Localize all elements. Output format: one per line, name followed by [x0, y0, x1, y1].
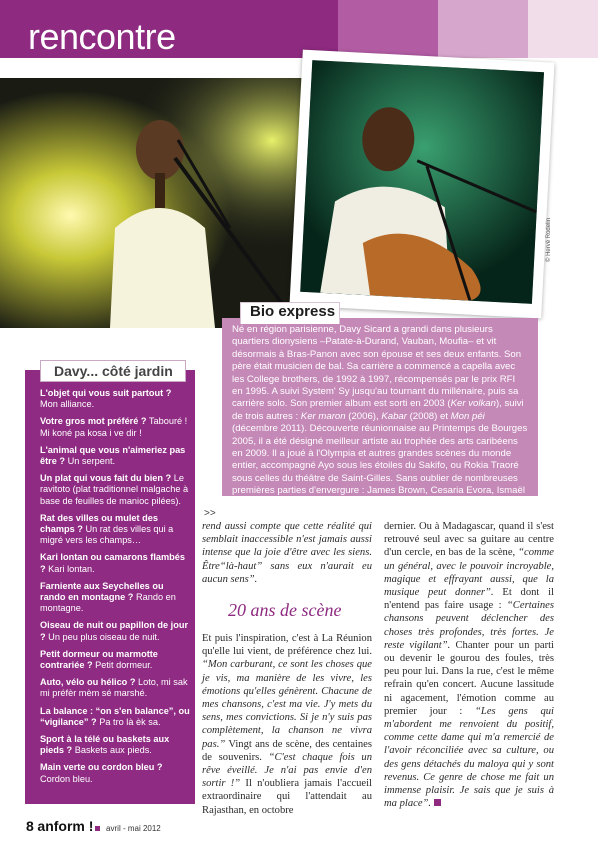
article-column-1-bottom — [202, 632, 372, 817]
concert-photo-left-illustration — [0, 78, 320, 328]
continuation-marker: >> — [204, 508, 216, 519]
col1-bottom-run: “Mon carburant, ce sont les choses que je vis, ma manière de les vivre, les émotions qu'elles génèrent. Chacune de mes chansons, c'est ma vie. J'y mets du sens, mes convictions. Si je n'y suis pas complètement, la chanson ne vivra pas.” — [202, 659, 372, 750]
bio-text-run: Né en région parisienne, Davy Sicard a grandi dans plusieurs quartiers dionysiens –Patate-à-Durand, Vauban, Moufia– et vit désormais à Bras-Panon avec son épouse et ses deux enfants. Son père était musicien de bal. Sa carrière a commencé a capella avec les College brothers, de 1992 à 1997, récompensés par le prix RFI en 1995. A suivi System' Sy jusqu'au tournant du millénaire, puis sa carrière solo. Son premier album est sorti en 2003 ( — [232, 324, 522, 410]
concert-photo-right — [300, 60, 544, 304]
qa-item — [40, 388, 190, 410]
article-subhead: 20 ans de scène — [228, 600, 342, 620]
photo-credit: © Hervé Rodelin — [546, 217, 552, 262]
col2-run: “Certaines chansons peuvent déclencher des choses très profondes, très fortes. Je reste vigilant”. — [384, 600, 554, 651]
bio-express-box — [222, 318, 538, 509]
bio-text-run: Kabar — [381, 410, 407, 422]
qa-question: Sport à la télé ou baskets aux pieds ? — [40, 734, 170, 756]
bio-text-run: Mon péi — [450, 410, 485, 422]
qa-answer: Petit dormeur. — [92, 660, 153, 671]
bio-text-run: (2008) et — [406, 410, 451, 422]
bio-text-run: Ker volkan — [450, 398, 496, 410]
qa-item — [40, 513, 190, 547]
qa-item — [40, 552, 190, 574]
qa-answer: Baskets aux pieds. — [72, 745, 152, 756]
sidebar-title: Davy... côté jardin — [54, 363, 173, 379]
qa-question: Petit dormeur ou marmotte contrariée ? — [40, 648, 158, 671]
qa-question: L'objet qui vous suit partout ? — [40, 388, 172, 398]
bio-text-run: (2006), — [345, 410, 382, 422]
qa-item — [40, 416, 190, 438]
col2-run: dernier. Ou à Madagascar, quand il s'est retrouvé seul avec sa guitare au centre d'un cercle, en bas de la scène, — [384, 521, 554, 559]
qa-answer: Cordon bleu. — [40, 773, 93, 784]
concert-photo-right-illustration — [300, 60, 544, 304]
section-title: rencontre — [28, 16, 176, 57]
qa-answer: Mon alliance. — [40, 399, 95, 410]
qa-question: La balance : “on s'en balance”, ou “vigilance” ? — [40, 705, 190, 727]
bio-express-title: Bio express — [250, 303, 336, 320]
col2-run: “Les gens qui m'abordent me renvoient du positif, comme cette dame qui m'a remercié de l'avoir réconciliée avec sa culture, ou des gens détachés du maloya qui y sont revenus. Ce genre de chose me fait un immense plaisir. Je sais que je suis à ma place”. — [384, 705, 554, 810]
qa-item — [40, 706, 190, 728]
qa-item — [40, 473, 190, 507]
brand-square-icon — [95, 826, 100, 831]
qa-question: L'animal que vous n'aimeriez pas être ? — [40, 444, 186, 467]
qa-question: Main verte ou cordon bleu ? — [40, 762, 163, 773]
col1-bottom-run: Et puis l'inspiration, c'est à La Réunion qu'elle lui vient, de préférence chez lui. — [202, 633, 372, 658]
article-column-1 — [202, 520, 372, 817]
magazine-brand: anform ! — [37, 818, 94, 834]
qa-question: Votre gros mot préféré ? — [40, 416, 147, 427]
qa-question: Oiseau de nuit ou papillon de jour ? — [40, 620, 189, 642]
qa-item — [40, 445, 190, 467]
article-column-2 — [384, 520, 554, 810]
concert-photo-right-frame — [289, 50, 554, 319]
qa-item — [40, 734, 190, 756]
header-light-block — [438, 0, 528, 58]
qa-answer: Le ravitoto (plat traditionnel malgache à base de feuilles de manioc pilées). — [40, 473, 189, 506]
qa-answer: Tabouré ! Mi koné pa kosa i ve dir ! — [40, 416, 188, 438]
col1-bottom-run: “C'est chaque fois un rêve éveillé. Je n'ai pas envie d'en sortir !” — [202, 751, 372, 790]
bio-text-run: ), suivi de trois autres : — [232, 398, 524, 422]
qa-question: Farniente aux Seychelles ou rando en montagne ? — [40, 580, 164, 603]
header-mid-block — [338, 0, 438, 58]
concert-photo-left — [0, 78, 320, 328]
qa-answer: Rando en montagne. — [40, 592, 176, 614]
qa-item — [40, 762, 190, 784]
col1-bottom-run: Il n'oubliera jamais l'accueil extraordinaire qui l'attendait au Rajasthan, en octobre — [202, 778, 372, 816]
qa-answer: Pa tro là èk sa. — [96, 716, 161, 727]
qa-question: Un plat qui vous fait du bien ? — [40, 473, 172, 484]
qa-question: Auto, vélo ou hélico ? — [40, 677, 136, 688]
bio-text-run: Ker maron — [300, 410, 346, 422]
qa-item — [40, 620, 190, 642]
bio-text-run: (décembre 2011). Découverte réunionnaise au Printemps de Bourges 2005, il a été désigné meilleur artiste au trophée des arts caribéens en 2009. Il a joué à l'Olympia et autres grandes scènes du monde entier, accompagné Ayo sous les étoiles du Sakifo, ou Rokia Traoré sous celles du théâtre de Saint-Gilles. Sans oublier de nombreuses premières parties d'envergure : James Brown, Cesaria Evora, Ismaël Lo, Tété… — [232, 423, 528, 509]
bio-express-text — [232, 324, 528, 510]
qa-item — [40, 649, 190, 671]
qa-answer: Un serpent. — [65, 456, 116, 467]
article-column-2-text — [384, 521, 554, 809]
qa-question: Kari lontan ou camarons flambés ? — [40, 552, 185, 574]
qa-answer: Kari lontan. — [45, 563, 95, 574]
col2-run: Chanter pour un parti ou devenir le gourou des foules, très peu pour lui. Dans la rue, c'est le même refrain qu'en concert. Aucune lassitude ni agacement, l'émotion comme au premier jour : — [384, 639, 554, 717]
col1-top-run: rend aussi compte que cette réalité qui semblait inaccessible n'est jamais aussi intense que la joie d'être avec les siens. Être“là-haut” sans eux n'aurait eu aucun sens”. — [202, 521, 372, 585]
col1-bottom-run: Vingt ans de scène, des centaines de souvenirs. — [202, 738, 372, 763]
qa-answer: Un peu plus oiseau de nuit. — [45, 631, 160, 642]
qa-answer: Un rat des villes qui a migré vers les champs… — [40, 524, 174, 546]
end-of-article-mark — [434, 799, 441, 806]
qa-item — [40, 677, 190, 699]
issue-date: avril - mai 2012 — [106, 824, 161, 833]
qa-question: Rat des villes ou mulet des champs ? — [40, 512, 158, 535]
page-footer — [26, 818, 161, 834]
col2-run: Et dont il n'entend pas faire usage : — [384, 587, 554, 612]
col2-run: “comme un général, avec le pouvoir incroyable, magique et effrayant aussi, que la musique peut donner”. — [384, 547, 554, 599]
qa-answer: Loto, mi sak mi préfèr mèm sé marshé. — [40, 677, 188, 699]
page-number: 8 — [26, 818, 34, 834]
article-column-1-top — [202, 520, 372, 586]
qa-item — [40, 581, 190, 615]
sidebar-qa-list — [40, 388, 190, 791]
